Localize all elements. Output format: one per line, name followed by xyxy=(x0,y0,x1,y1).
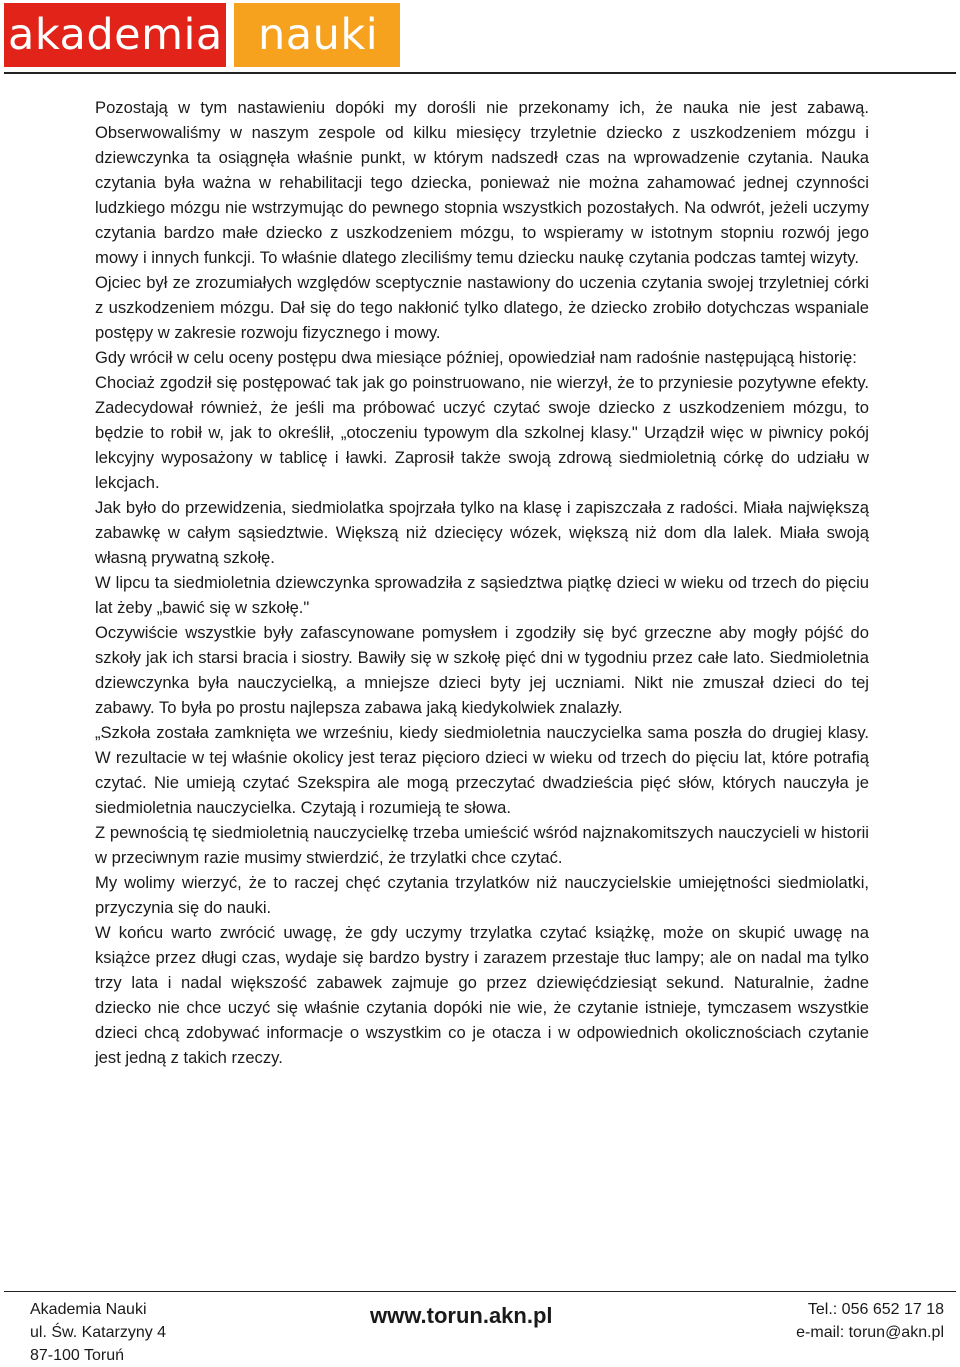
paragraph: Z pewnością tę siedmioletnią nauczycielkę trzeba umieścić wśród najznakomitszych nauczycieli w historii w przeciwnym razie musimy stwierdzić, że trzylatki chce czytać. xyxy=(95,823,869,867)
paragraph: Gdy wrócił w celu oceny postępu dwa miesiące później, opowiedział nam radośnie następującą historię: xyxy=(95,348,857,367)
footer-phone: Tel.: 056 652 17 18 xyxy=(807,1301,944,1318)
footer-address xyxy=(30,1298,166,1367)
paragraph: Ojciec był ze zrozumiałych względów sceptycznie nastawiony do uczenia czytania swojej trzyletniej córki z uszkodzeniem mózgu. Dał się do tego nakłonić tylko dlatego, że dziecko zrobiło dotychczas wspaniale postępy w zakresie rozwoju fizycznego i mowy. xyxy=(95,273,869,342)
paragraph: W końcu warto zwrócić uwagę, że gdy uczymy trzylatka czytać książkę, może on skupić uwagę na książce przez długi czas, wydaje się bardzo bystry i zarazem przestaje tłuc lampy; ale on nadal ma tylko trzy lata i nadal większość zabawek zajmuje go przez dziewięćdziesiąt sekund. Naturalnie, żadne dziecko nie chce uczyć się właśnie czytania dopóki nie wie, że czytanie istnieje, tymczasem wszystkie dzieci chcą zdobywać informacje o wszystkim co je otacza i w odpowiednich okolicznościach czytanie jest jedną z takich rzeczy. xyxy=(95,923,869,1067)
paragraph: „Szkoła została zamknięta we wrześniu, kiedy siedmioletnia nauczycielka sama poszła do drugiej klasy. W rezultacie w tej właśnie okolicy jest teraz pięcioro dzieci w wieku od trzech do pięciu lat, które potrafią czytać. Nie umieją czytać Szekspira ale mogą przeczytać dwadzieścia pięć słów, których nauczyła je siedmioletnia nauczycielka. Czytają i rozumieją te słowa. xyxy=(95,723,869,817)
footer-divider xyxy=(4,1291,956,1292)
footer-org-name: Akademia Nauki xyxy=(30,1301,147,1318)
footer-website-link[interactable]: www.torun.akn.pl xyxy=(370,1303,553,1328)
header-divider xyxy=(4,72,956,74)
brand-logo xyxy=(4,3,400,69)
paragraph: Pozostają w tym nastawieniu dopóki my dorośli nie przekonamy ich, że nauka nie jest zabawą. Obserwowaliśmy w naszym zespole od kilku miesięcy trzyletnie dziecko z uszkodzeniem mózgu i dziewczynka ta osiągnęła właśnie punkt, w którym nadszedł czas na wprowadzenie czytania. Nauka czytania była ważna w rehabilitacji tego dziecka, ponieważ nie można zahamować jednej czynności ludzkiego mózgu nie wstrzymując do pewnego stopnia wszystkich pozostałych. Na odwrót, jeżeli uczymy czytania bardzo małe dziecko z uszkodzeniem mózgu, to wspieramy w istotnym stopniu rozwój jego mowy i innych funkcji. To właśnie dlatego zleciliśmy temu dziecku naukę czytania podczas tamtej wizyty. xyxy=(95,98,869,267)
logo-word-akademia: akademia xyxy=(4,3,226,67)
logo-word-nauki: nauki xyxy=(234,3,400,67)
footer-email[interactable]: e-mail: torun@akn.pl xyxy=(796,1324,944,1341)
article-body xyxy=(95,95,869,1070)
paragraph: Oczywiście wszystkie były zafascynowane pomysłem i zgodziły się być grzeczne aby mogły pójść do szkoły jak ich starsi bracia i siostry. Bawiły się w szkołę pięć dni w tygodniu przez całe lato. Siedmioletnia dziewczynka była nauczycielką, a mniejsze dzieci byty jej uczniami. Nikt nie zmuszał dzieci do tej zabawy. To była po prostu najlepsza zabawa jaką kiedykolwiek znalazły. xyxy=(95,623,869,717)
paragraph: Chociaż zgodził się postępować tak jak go poinstruowano, nie wierzył, że to przyniesie pozytywne efekty. Zadecydował również, że jeśli ma próbować uczyć czytać swoje dziecko z uszkodzeniem mózgu, to będzie to robił w, jak to określił, „otoczeniu typowym dla szkolnej klasy." Urządził więc w piwnicy pokój lekcyjny wyposażony w tablicę i ławki. Zaprosił także swoją zdrową siedmioletnią córkę do udziału w lekcjach. xyxy=(95,373,869,492)
paragraph: My wolimy wierzyć, że to raczej chęć czytania trzylatków niż nauczycielskie umiejętności siedmiolatki, przyczynia się do nauki. xyxy=(95,873,869,917)
paragraph: Jak było do przewidzenia, siedmiolatka spojrzała tylko na klasę i zapiszczała z radości. Miała największą zabawkę w całym sąsiedztwie. Większą niż dziecięcy wózek, większą niż dom dla lalek. Miała swoją własną prywatną szkołę. xyxy=(95,498,869,567)
footer-contact xyxy=(796,1298,944,1344)
footer-city: 87-100 Toruń xyxy=(30,1347,124,1364)
paragraph: W lipcu ta siedmioletnia dziewczynka sprowadziła z sąsiedztwa piątkę dzieci w wieku od trzech do pięciu lat żeby „bawić się w szkołę." xyxy=(95,573,869,617)
footer-street: ul. Św. Katarzyny 4 xyxy=(30,1324,167,1341)
